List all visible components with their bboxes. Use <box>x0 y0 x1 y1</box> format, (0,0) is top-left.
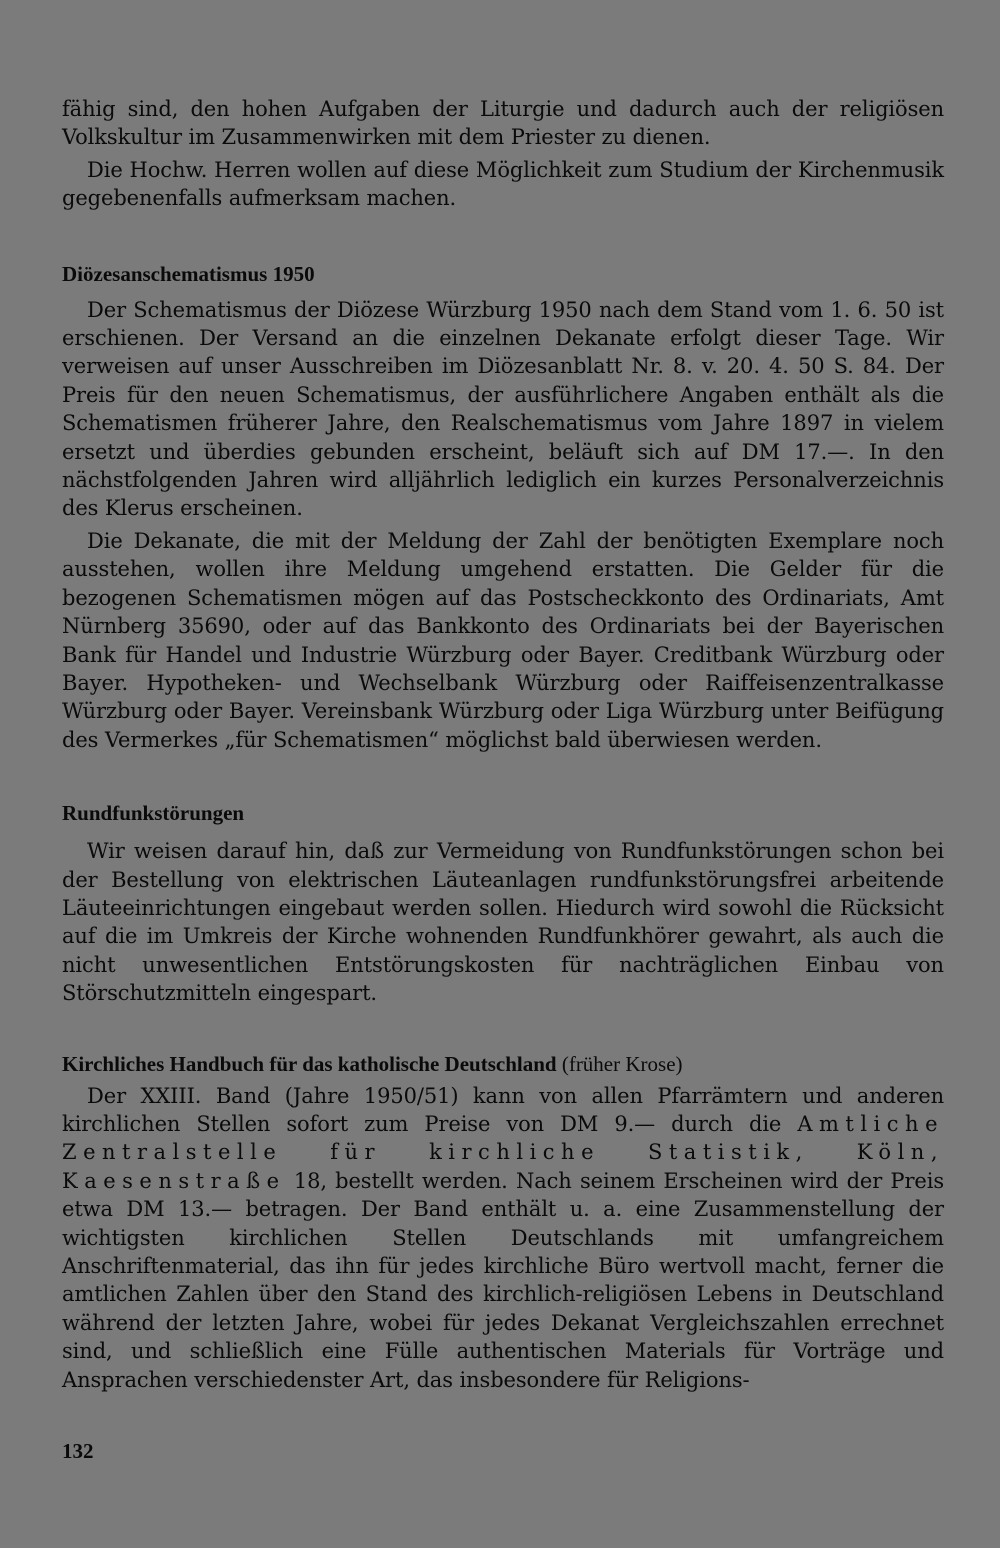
document-page <box>62 95 944 1394</box>
schematismus-section <box>62 260 944 755</box>
handbuch-heading <box>62 1050 944 1078</box>
schematismus-paragraph-2: Die Dekanate, die mit der Meldung der Zahl der benötigten Exemplare noch ausstehen, wollen ihre Meldung umgehend erstatten. Die Gelder für die bezogenen Schematismen mögen auf das Postscheckkonto des Ordinariats, Amt Nürnberg 35690, oder auf das Bankkonto des Ordinariats bei der Bayerischen Bank für Handel und Industrie Würzburg oder Bayer. Creditbank Würzburg oder Bayer. Hypotheken- und Wechselbank Würzburg oder Raiffeisenzentralkasse Würzburg oder Bayer. Vereinsbank Würzburg oder Liga Würzburg unter Beifügung des Vermerkes „für Schematismen“ möglichst bald überwiesen werden. <box>62 528 944 752</box>
handbuch-heading-title: Kirchliches Handbuch für das katholische Deutschland <box>62 1051 557 1076</box>
schematismus-heading: Diözesanschematismus 1950 <box>62 261 315 286</box>
handbuch-heading-note: (früher Krose) <box>561 1051 683 1076</box>
rundfunk-section <box>62 799 944 1007</box>
intro-paragraph-2: Die Hochw. Herren wollen auf diese Möglichkeit zum Studium der Kirchenmusik gegebenenfalls aufmerksam machen. <box>62 157 944 211</box>
schematismus-paragraph-1: Der Schematismus der Diözese Würzburg 1950 nach dem Stand vom 1. 6. 50 ist erschienen. Der Versand an die einzelnen Dekanate erfolgt dieser Tage. Wir verweisen auf unser Ausschreiben im Diözesanblatt Nr. 8. v. 20. 4. 50 S. 84. Der Preis für den neuen Schematismus, der ausführlichere Angaben enthält als die Schematismen früherer Jahre, den Realschematismus vom Jahre 1897 in vielem ersetzt und überdies gebunden erscheint, beläuft sich auf DM 17.—. In den nächstfolgenden Jahren wird alljährlich lediglich ein kurzes Personalverzeichnis des Klerus erscheinen. <box>62 297 944 521</box>
rundfunk-paragraph-1: Wir weisen darauf hin, daß zur Vermeidung von Rundfunkstörungen schon bei der Bestellung von elektrischen Läuteanlagen rundfunkstörungsfrei arbeitende Läuteeinrichtungen eingebaut werden sollen. Hiedurch wird sowohl die Rücksicht auf die im Umkreis der Kirche wohnenden Rundfunkhörer gewahrt, als auch die nicht unwesentlichen Entstörungskosten für nachträglichen Einbau von Störschutzmitteln eingespart. <box>62 839 944 1006</box>
handbuch-text-start: Der XXIII. Band (Jahre 1950/51) kann von allen Pfarrämtern und anderen kirchlichen Stellen sofort zum Preise von DM 9.— durch die <box>62 1083 944 1136</box>
handbuch-text-end: 18, bestellt werden. Nach seinem Erscheinen wird der Preis etwa DM 13.— betragen. Der Band enthält u. a. eine Zusammenstellung der wichtigsten kirchlichen Stellen Deutschlands mit umfangreichem Anschriftenmaterial, das ihn für jedes kirchliche Büro wertvoll macht, ferner die amtlichen Zahlen über den Stand des kirchlich-religiösen Lebens in Deutschland während der letzten Jahre, wobei für jedes Dekanat Vergleichszahlen errechnet sind, und schließlich eine Fülle authentischen Materials für Vorträge und Ansprachen verschiedenster Art, das insbesondere für Religions- <box>62 1168 945 1392</box>
handbuch-paragraph-1 <box>62 1082 944 1394</box>
handbuch-section <box>62 1050 944 1394</box>
intro-section <box>62 95 944 213</box>
intro-paragraph-1: fähig sind, den hohen Aufgaben der Liturgie und dadurch auch der religiösen Volkskultur im Zusammenwirken mit dem Priester zu dienen. <box>62 97 944 150</box>
page-number: 132 <box>62 1439 94 1463</box>
handbuch-text-spaced: Amtliche Zentralstelle für kirchliche Statistik, Köln, Kaesenstraße <box>62 1111 944 1193</box>
rundfunk-heading: Rundfunkstörungen <box>62 801 245 826</box>
